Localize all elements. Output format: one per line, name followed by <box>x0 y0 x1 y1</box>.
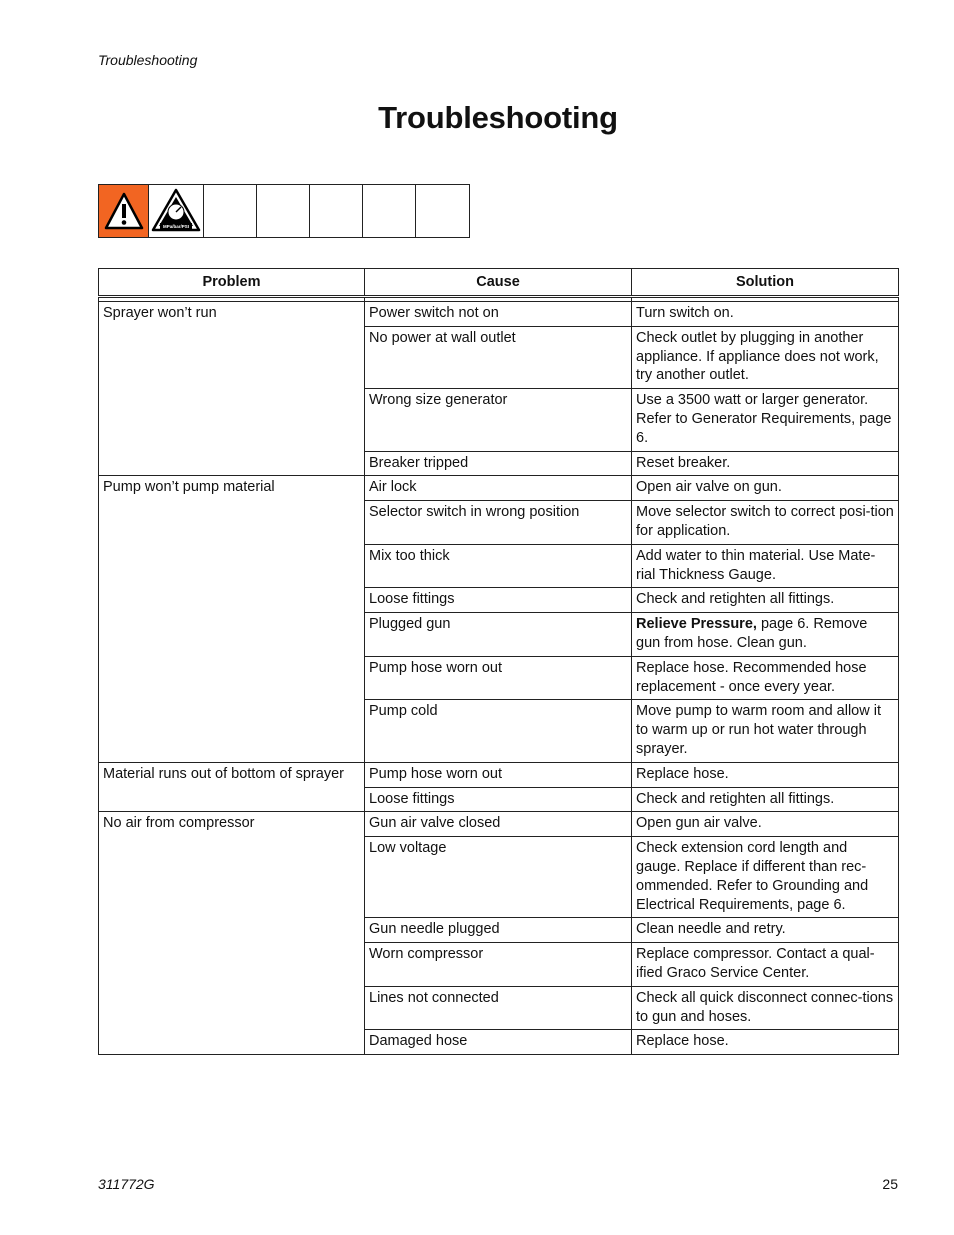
hazard-symbol-strip <box>98 184 470 238</box>
solution-bold-text: Relieve Pressure, <box>636 616 757 633</box>
page-title: Troubleshooting <box>378 100 618 135</box>
cause-cell: Mix too thick <box>365 544 632 588</box>
table-row <box>99 302 899 327</box>
empty-symbol-cell <box>310 185 363 237</box>
cause-cell: Selector switch in wrong position <box>365 501 632 545</box>
solution-cell <box>632 613 899 657</box>
cause-cell: Damaged hose <box>365 1030 632 1055</box>
solution-text: page 6. Remove gun from hose. Clean gun. <box>636 616 868 651</box>
cause-cell: Gun air valve closed <box>365 812 632 837</box>
table-row <box>99 762 899 787</box>
cause-cell: Gun needle plugged <box>365 918 632 943</box>
solution-cell: Open gun air valve. <box>632 812 899 837</box>
solution-cell: Reset breaker. <box>632 451 899 476</box>
pressure-units-label: MPa/bar/PSI <box>162 224 190 229</box>
cause-cell: Plugged gun <box>365 613 632 657</box>
cause-cell: Wrong size generator <box>365 389 632 451</box>
solution-cell: Replace hose. <box>632 1030 899 1055</box>
solution-cell: Open air valve on gun. <box>632 476 899 501</box>
warning-symbol-cell <box>99 185 149 237</box>
cause-cell: Loose fittings <box>365 787 632 812</box>
header-cause: Cause <box>365 269 632 297</box>
solution-cell: Check outlet by plugging in another appliance. If appliance does not work, try another outlet. <box>632 326 899 388</box>
solution-cell: Move pump to warm room and allow it to warm up or run hot water through sprayer. <box>632 700 899 762</box>
pressure-symbol-cell <box>149 185 204 237</box>
solution-cell: Move selector switch to correct posi-tion for application. <box>632 501 899 545</box>
solution-cell: Replace hose. <box>632 762 899 787</box>
empty-symbol-cell <box>363 185 416 237</box>
cause-cell: Pump hose worn out <box>365 656 632 700</box>
document-number: 311772G <box>98 1176 155 1192</box>
solution-cell: Clean needle and retry. <box>632 918 899 943</box>
solution-cell: Add water to thin material. Use Mate-rial Thickness Gauge. <box>632 544 899 588</box>
solution-cell: Turn switch on. <box>632 302 899 327</box>
empty-symbol-cell <box>416 185 469 237</box>
cause-cell: Pump hose worn out <box>365 762 632 787</box>
problem-cell: Material runs out of bottom of sprayer <box>99 762 365 812</box>
running-header: Troubleshooting <box>98 52 198 68</box>
table-row <box>99 476 899 501</box>
problem-cell: No air from compressor <box>99 812 365 1055</box>
header-problem: Problem <box>99 269 365 297</box>
cause-cell: Low voltage <box>365 837 632 918</box>
header-solution: Solution <box>632 269 899 297</box>
warning-triangle-icon <box>104 192 144 230</box>
cause-cell: Breaker tripped <box>365 451 632 476</box>
solution-cell: Check and retighten all fittings. <box>632 787 899 812</box>
cause-cell: Worn compressor <box>365 943 632 987</box>
table-body <box>99 297 899 1055</box>
problem-cell: Pump won’t pump material <box>99 476 365 762</box>
cause-cell: Air lock <box>365 476 632 501</box>
solution-cell: Replace hose. Recommended hose replacement - once every year. <box>632 656 899 700</box>
problem-cell: Sprayer won’t run <box>99 302 365 476</box>
table-row <box>99 812 899 837</box>
troubleshooting-table <box>98 268 899 1055</box>
page-number: 25 <box>882 1176 898 1192</box>
solution-cell: Replace compressor. Contact a qual-ified Graco Service Center. <box>632 943 899 987</box>
solution-cell: Check extension cord length and gauge. Replace if different than rec-ommended. Refer to Grounding and Electrical Requirements, page 6. <box>632 837 899 918</box>
cause-cell: Lines not connected <box>365 986 632 1030</box>
pressure-gauge-icon <box>151 188 201 234</box>
solution-cell: Use a 3500 watt or larger generator. Refer to Generator Requirements, page 6. <box>632 389 899 451</box>
empty-symbol-cell <box>257 185 310 237</box>
cause-cell: No power at wall outlet <box>365 326 632 388</box>
empty-symbol-cell <box>204 185 257 237</box>
table-header-row <box>99 269 899 297</box>
solution-cell: Check and retighten all fittings. <box>632 588 899 613</box>
solution-cell: Check all quick disconnect connec-tions to gun and hoses. <box>632 986 899 1030</box>
cause-cell: Loose fittings <box>365 588 632 613</box>
cause-cell: Pump cold <box>365 700 632 762</box>
cause-cell: Power switch not on <box>365 302 632 327</box>
